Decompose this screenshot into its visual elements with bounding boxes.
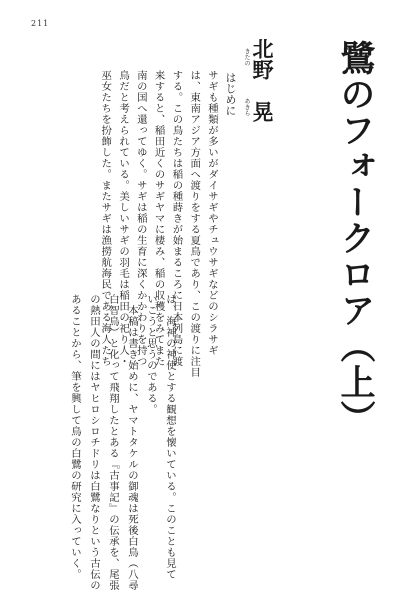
body-line: は、東南アジア方面へ渡りをする夏鳥であり、この渡りに注目 <box>188 70 201 378</box>
article-title: 鷺のフォークロア（上） <box>335 40 376 436</box>
author-given-furigana: あきら <box>243 98 250 116</box>
section-heading: はじめに <box>224 72 237 116</box>
body-line: 南の国へ還ってゆく。サギは稲の生育に深くかかわりを持つ <box>134 70 147 367</box>
body-line: いこうと思うのである。 <box>145 294 157 415</box>
body-line: 本稿は書き始めに、ヤマトタケルの御魂は死後白鳥（八尋 <box>126 294 138 591</box>
page-number: 211 <box>31 19 50 28</box>
body-line: 白智鳥）と化って飛翔したとある『古事記』の伝承を、尾張 <box>107 294 119 591</box>
body-line: 鳥だと考えられている。美しいサギの羽毛は稲田の祀り人・ <box>117 70 130 367</box>
author-name: 北野 晃 <box>250 38 275 122</box>
body-line: する。この鳥たちは稲の種蒔きが始まるころに日本列島に渡 <box>170 70 183 367</box>
body-text-left <box>61 294 175 591</box>
body-line: サギも種類が多いがダイサギやチュウサギなどのシラサギ <box>206 70 218 356</box>
body-line: は、海神の神使とする観想を懐いている。このことも見て <box>164 294 176 580</box>
body-line: 巫女たちを扮飾した。またサギは漁撈航海民である海人たち <box>99 70 112 367</box>
body-line: あることから、筆を興して鳥の白鷺の研究に入っていく。 <box>69 294 81 580</box>
author-surname-furigana: きたの <box>243 48 250 66</box>
body-line: 来すると、稲田近くのサギヤマに棲み、稲の収穫をみてまた <box>152 70 165 367</box>
body-line: の熱田人の間にはヤヒロシロチドリは白鷺なりという古伝の <box>88 294 100 591</box>
